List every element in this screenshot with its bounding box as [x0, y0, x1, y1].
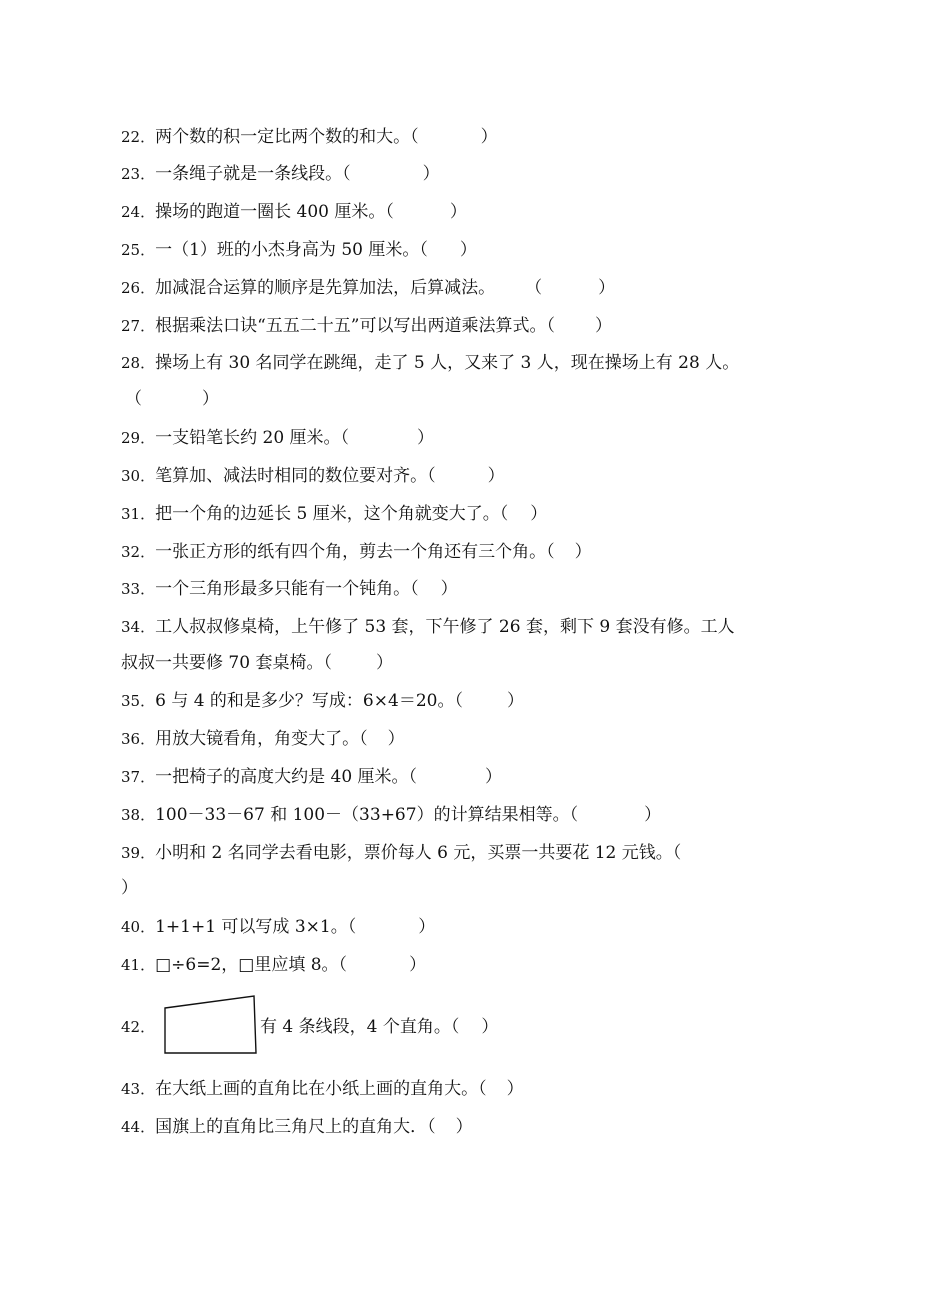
- question-number: 27．: [121, 317, 156, 335]
- question-text: 小明和 2 名同学去看电影，票价每人 6 元，买票一共要花 12 元钱。（: [155, 843, 682, 863]
- question-number: 29．: [121, 429, 156, 447]
- question-30: [121, 464, 505, 488]
- question-number: 36．: [121, 730, 156, 748]
- question-number: 31．: [121, 505, 156, 523]
- close-paren: ）: [481, 1017, 499, 1037]
- close-paren: ）: [487, 466, 505, 486]
- question-text: 6 与 4 的和是多少？写成：6×4＝20。（: [155, 691, 463, 711]
- open-paren: （: [525, 278, 543, 298]
- close-paren: ）: [598, 278, 616, 298]
- question-39-answer-line: [121, 876, 138, 900]
- close-paren: ）: [121, 878, 138, 898]
- question-number: 32．: [121, 543, 156, 561]
- question-33: [121, 577, 458, 601]
- close-paren: ）: [422, 164, 440, 184]
- question-number: 22．: [121, 128, 156, 146]
- question-text: □÷6=2，□里应填 8。（: [155, 955, 348, 975]
- question-number: 34．: [121, 618, 156, 636]
- question-35: [121, 689, 524, 713]
- close-paren: ）: [459, 240, 477, 260]
- close-paren: ）: [594, 316, 612, 336]
- question-number: 39．: [121, 844, 156, 862]
- question-number: 38．: [121, 806, 156, 824]
- quadrilateral-shape: [165, 996, 256, 1053]
- close-paren: ）: [409, 955, 427, 975]
- question-number: 23．: [121, 165, 156, 183]
- close-paren: ）: [530, 504, 548, 524]
- question-42: [260, 1015, 498, 1039]
- question-32: [121, 540, 592, 564]
- close-paren: ）: [574, 542, 592, 562]
- question-28-answer-line: [125, 387, 219, 411]
- question-42-number: [121, 1015, 155, 1039]
- question-38: [121, 803, 661, 827]
- question-number: 37．: [121, 768, 156, 786]
- close-paren: ）: [644, 805, 662, 825]
- close-paren: ）: [506, 691, 524, 711]
- question-text-continued: 叔叔一共要修 70 套桌椅。（: [121, 653, 332, 673]
- question-text: 一支铅笔长约 20 厘米。（: [155, 428, 350, 448]
- question-text: 一条绳子就是一条线段。（: [155, 164, 351, 184]
- question-number: 41．: [121, 956, 156, 974]
- question-number: 25．: [121, 241, 156, 259]
- question-text: 国旗上的直角比三角尺上的直角大．（: [155, 1117, 436, 1137]
- question-44: [121, 1115, 473, 1139]
- close-paren: ）: [506, 1079, 524, 1099]
- question-text: 两个数的积一定比两个数的和大。（: [155, 127, 419, 147]
- question-28: [121, 351, 739, 375]
- question-43: [121, 1077, 524, 1101]
- question-text: 一个三角形最多只能有一个钝角。（: [155, 579, 419, 599]
- question-40: [121, 915, 435, 939]
- question-text: 根据乘法口诀“五五二十五”可以写出两道乘法算式。（: [155, 316, 555, 336]
- question-number: 28．: [121, 354, 156, 372]
- question-number: 33．: [121, 580, 156, 598]
- question-25: [121, 238, 477, 262]
- close-paren: ）: [387, 729, 405, 749]
- question-39: [121, 841, 681, 865]
- question-number: 30．: [121, 467, 156, 485]
- question-34: [121, 615, 735, 639]
- question-27: [121, 314, 612, 338]
- question-text: 工人叔叔修桌椅，上午修了 53 套，下午修了 26 套，剩下 9 套没有修。工人: [155, 617, 735, 637]
- question-22: [121, 125, 498, 149]
- question-text: 用放大镜看角，角变大了。（: [155, 729, 368, 749]
- close-paren: ）: [485, 767, 503, 787]
- close-paren: ）: [440, 579, 458, 599]
- question-text: 操场的跑道一圈长 400 厘米。（: [155, 202, 394, 222]
- close-paren: ）: [202, 389, 219, 409]
- question-text: 在大纸上画的直角比在小纸上画的直角大。（: [155, 1079, 487, 1099]
- close-paren: ）: [449, 202, 467, 222]
- question-31: [121, 502, 547, 526]
- question-29: [121, 426, 434, 450]
- question-text: 1+1+1 可以写成 3×1。（: [155, 917, 357, 937]
- question-number: 35．: [121, 692, 156, 710]
- close-paren: ）: [375, 653, 393, 673]
- question-26: [121, 276, 615, 300]
- close-paren: ）: [455, 1117, 473, 1137]
- question-number: 26．: [121, 279, 156, 297]
- quadrilateral-figure: [163, 994, 259, 1056]
- close-paren: ）: [480, 127, 498, 147]
- question-24: [121, 200, 467, 224]
- question-36: [121, 727, 405, 751]
- question-number: 43．: [121, 1080, 156, 1098]
- question-text: 100－33－67 和 100－（33+67）的计算结果相等。（: [155, 805, 579, 825]
- question-text: 一（1）班的小杰身高为 50 厘米。（: [155, 240, 428, 260]
- close-paren: ）: [418, 917, 436, 937]
- question-number: 44．: [121, 1118, 156, 1136]
- question-23: [121, 162, 440, 186]
- question-text: 一把椅子的高度大约是 40 厘米。（: [155, 767, 418, 787]
- question-37: [121, 765, 502, 789]
- question-number: 42．: [121, 1018, 156, 1036]
- question-text: 操场上有 30 名同学在跳绳，走了 5 人，又来了 3 人，现在操场上有 28 人。: [155, 353, 740, 373]
- question-text: 有 4 条线段，4 个直角。（: [260, 1017, 460, 1037]
- question-41: [121, 953, 426, 977]
- question-text: 把一个角的边延长 5 厘米，这个角就变大了。（: [155, 504, 509, 524]
- question-34-line-2: [121, 651, 393, 675]
- question-number: 24．: [121, 203, 156, 221]
- question-text: 笔算加、减法时相同的数位要对齐。（: [155, 466, 436, 486]
- question-text: 一张正方形的纸有四个角，剪去一个角还有三个角。（: [155, 542, 555, 562]
- question-number: 40．: [121, 918, 156, 936]
- close-paren: ）: [417, 428, 435, 448]
- question-text: 加减混合运算的顺序是先算加法，后算减法。: [155, 278, 496, 298]
- open-paren: （: [125, 389, 142, 409]
